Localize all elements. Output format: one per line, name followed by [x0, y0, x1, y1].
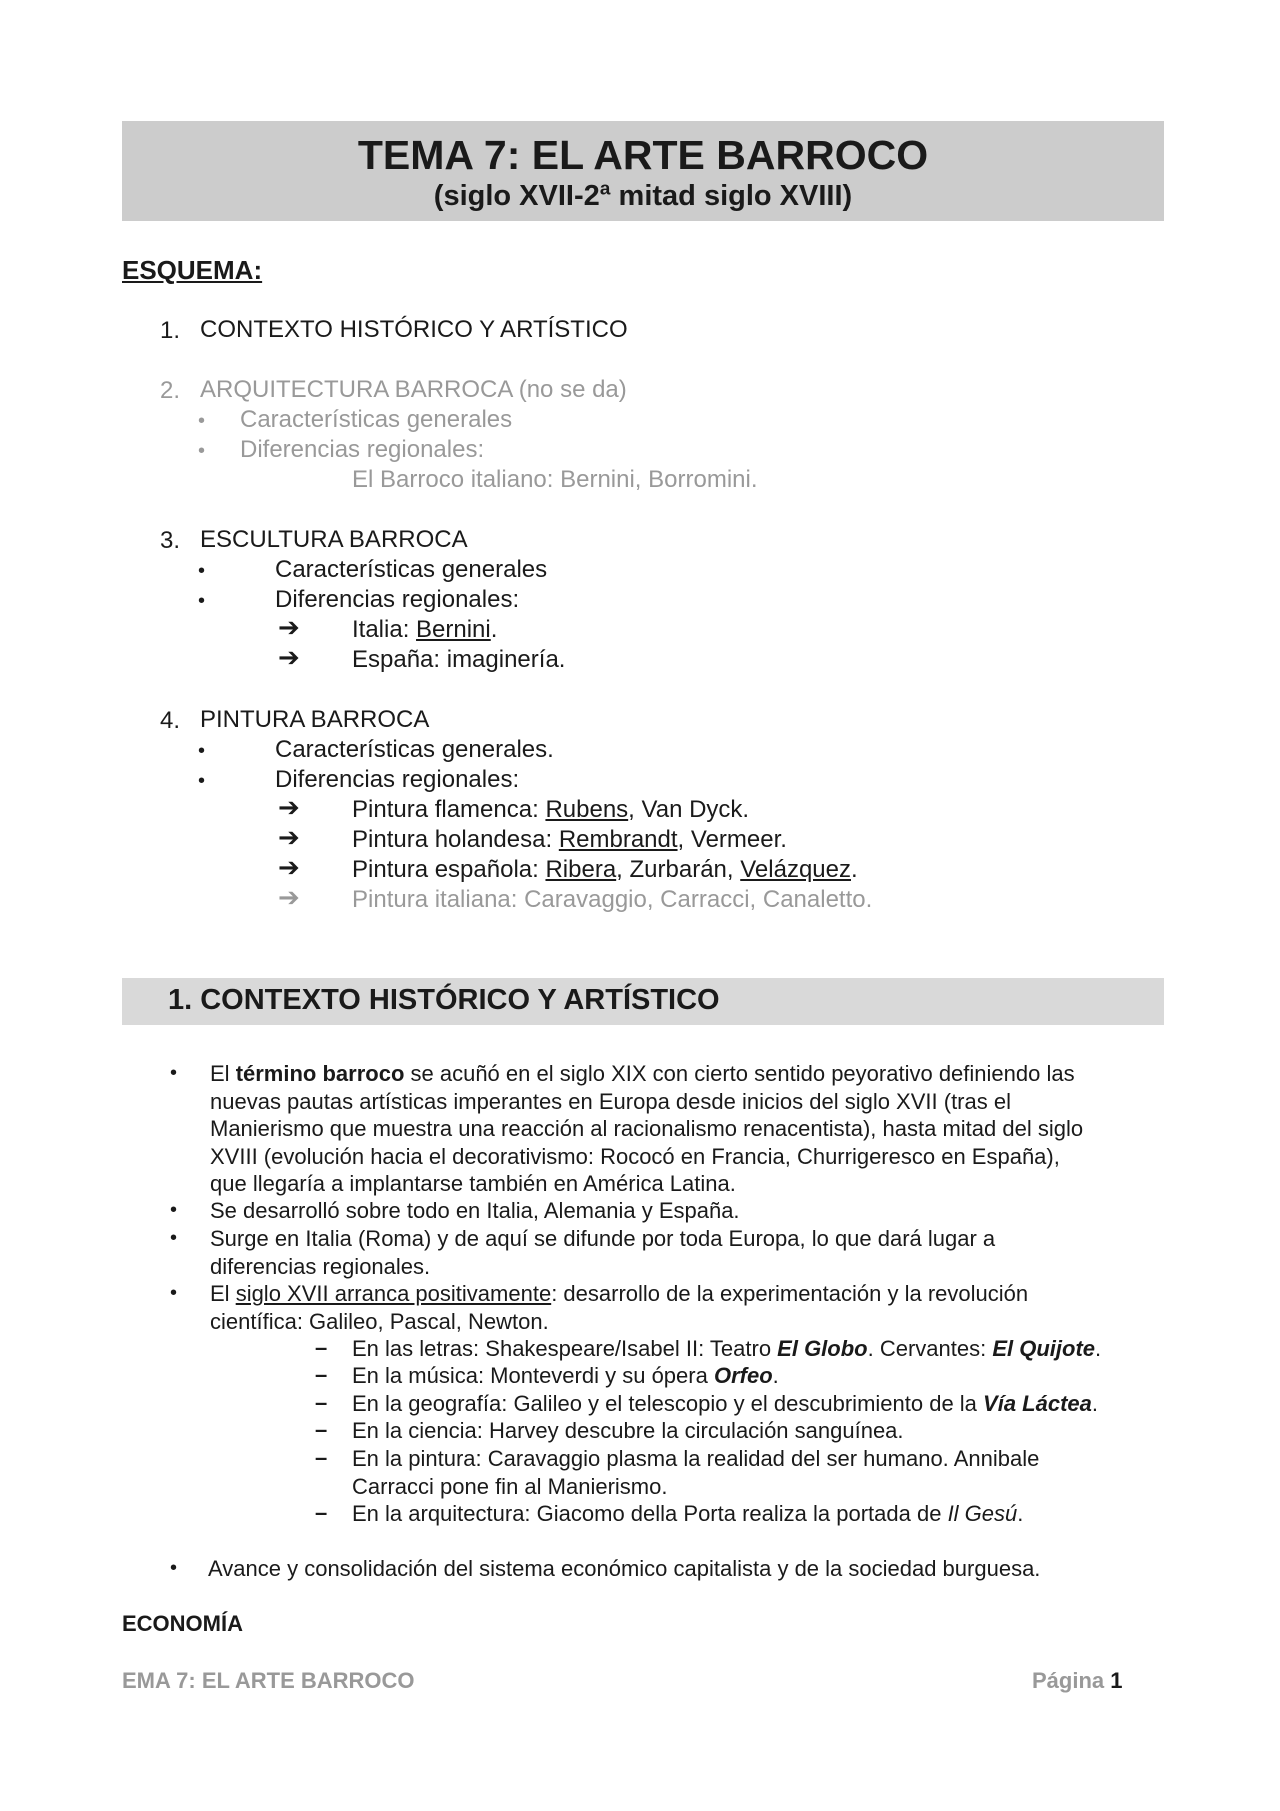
paragraph-line: Carracci pone fin al Manierismo.: [352, 1473, 668, 1499]
page-label: Página: [1032, 1668, 1105, 1693]
bold-term: término barroco: [235, 1061, 405, 1086]
dash-item-pintura: [352, 1445, 1039, 1500]
paragraph-line: científica: Galileo, Pascal, Newton.: [210, 1308, 549, 1334]
bold-italic-term: El Globo: [777, 1336, 868, 1361]
text-span: , Zurbarán,: [616, 856, 741, 883]
paragraph-line: diferencias regionales.: [210, 1253, 431, 1279]
outline-subitem: Diferencias regionales:: [275, 766, 520, 793]
outline-subitem: Características generales: [240, 406, 513, 433]
outline-subitem: Diferencias regionales:: [275, 586, 520, 613]
bold-italic-term: Vía Láctea: [983, 1391, 1092, 1416]
bullet-icon: •: [170, 1199, 178, 1221]
esquema-heading: ESQUEMA:: [122, 255, 263, 285]
outline-subsubitem: [352, 825, 787, 855]
dash-icon: –: [315, 1335, 328, 1360]
text-span: .: [1095, 1336, 1102, 1361]
bullet-icon: •: [170, 1557, 178, 1579]
paragraph-surge-italia: [210, 1225, 995, 1280]
dash-icon: –: [315, 1390, 328, 1415]
paragraph-line: Se desarrolló sobre todo en Italia, Alemania y España.: [210, 1198, 740, 1223]
dash-item-letras: [352, 1335, 1101, 1363]
outline-subsubitem: España: imaginería.: [352, 646, 566, 673]
paragraph-line: que llegaría a implantarse también en América Latina.: [210, 1171, 736, 1196]
outline-item-arquitectura: ARQUITECTURA BARROCA (no se da): [200, 376, 627, 403]
text-span: se acuñó en el siglo XIX con cierto sentido peyorativo definiendo las: [404, 1061, 1075, 1086]
text-span: Pintura holandesa:: [352, 826, 559, 853]
paragraph-line: Manierismo que muestra una reacción al racionalismo renacentista), hasta mitad del siglo: [210, 1116, 1084, 1141]
paragraph-line: nuevas pautas artísticas imperantes en Europa desde inicios del siglo XVII (tras el: [210, 1088, 1011, 1114]
text-span: .: [490, 616, 498, 643]
section-title: 1. CONTEXTO HISTÓRICO Y ARTÍSTICO: [168, 984, 720, 1016]
bullet-icon: •: [198, 410, 206, 432]
paragraph-line: [210, 1060, 1170, 1088]
text-span: Pintura española:: [352, 856, 546, 883]
arrow-right-icon: ➔: [278, 612, 300, 642]
text-span: : desarrollo de la experimentación y la revolución: [551, 1281, 1029, 1306]
bullet-icon: •: [170, 1062, 178, 1084]
dash-item-arquitectura: [352, 1500, 1023, 1528]
paragraph-line: Avance y consolidación del sistema económico capitalista y de la sociedad burguesa.: [208, 1556, 1041, 1581]
outline-subsubitem: [352, 615, 497, 645]
outline-item-pintura: PINTURA BARROCA: [200, 706, 430, 733]
paragraph-termino-barroco: [210, 1060, 1170, 1198]
outline-number: 4.: [160, 707, 181, 734]
text-span: En la música: Monteverdi y su ópera: [352, 1363, 714, 1388]
outline-subitem: Diferencias regionales:: [240, 436, 485, 463]
underlined-term: Velázquez: [740, 856, 851, 883]
outline-subsubitem: [352, 855, 858, 885]
arrow-right-icon: ➔: [278, 822, 300, 852]
footer-page: [1032, 1668, 1123, 1694]
outline-number: 2.: [160, 377, 181, 404]
dash-icon: –: [315, 1445, 328, 1470]
text-span: En las letras: Shakespeare/Isabel II: Teatro: [352, 1336, 778, 1361]
dash-item-geografia: [352, 1390, 1098, 1418]
outline-subsubitem: [352, 795, 749, 825]
document-title-box: [122, 121, 1164, 221]
bullet-icon: •: [198, 590, 206, 612]
paragraph-line: En la pintura: Caravaggio plasma la realidad del ser humano. Annibale: [352, 1446, 1040, 1471]
outline-number: 3.: [160, 527, 181, 554]
italic-term: Il Gesú: [947, 1501, 1018, 1526]
underlined-term: siglo XVII arranca positivamente: [235, 1281, 552, 1306]
text-span: .: [1017, 1501, 1024, 1526]
text-span: Pintura flamenca:: [352, 796, 546, 823]
outline-subsubitem: El Barroco italiano: Bernini, Borromini.: [352, 466, 758, 493]
text-span: .: [851, 856, 858, 883]
underlined-term: Bernini: [416, 616, 491, 643]
arrow-right-icon: ➔: [278, 852, 300, 882]
text-span: .: [772, 1363, 779, 1388]
outline-item-contexto: CONTEXTO HISTÓRICO Y ARTÍSTICO: [200, 316, 628, 343]
arrow-right-icon: ➔: [278, 792, 300, 822]
text-span: En la geografía: Galileo y el telescopio y el descubrimiento de la: [352, 1391, 984, 1416]
footer-title: EMA 7: EL ARTE BARROCO: [122, 1668, 415, 1693]
dash-icon: –: [315, 1500, 328, 1525]
outline-subitem: Características generales: [275, 556, 548, 583]
paragraph-siglo-xvii: [210, 1280, 1028, 1335]
text-span: En la arquitectura: Giacomo della Porta realiza la portada de: [352, 1501, 948, 1526]
document-subtitle: (siglo XVII-2ª mitad siglo XVIII): [433, 180, 853, 212]
bullet-icon: •: [170, 1227, 178, 1249]
bold-italic-term: Orfeo: [713, 1363, 773, 1388]
arrow-right-icon: ➔: [278, 642, 300, 672]
arrow-right-icon: ➔: [278, 882, 300, 912]
paragraph-line: [210, 1280, 1028, 1308]
bullet-icon: •: [198, 740, 206, 762]
text-span: El: [210, 1061, 236, 1086]
underlined-term: Rubens: [545, 796, 629, 823]
text-span: , Van Dyck.: [628, 796, 750, 823]
outline-number: 1.: [160, 317, 181, 344]
text-span: , Vermeer.: [677, 826, 787, 853]
page-number: 1: [1110, 1668, 1123, 1693]
bullet-icon: •: [198, 560, 206, 582]
dash-icon: –: [315, 1417, 328, 1442]
dash-item-musica: [352, 1362, 779, 1390]
bullet-icon: •: [198, 440, 206, 462]
underlined-term: Ribera: [545, 856, 617, 883]
outline-subsubitem: Pintura italiana: Caravaggio, Carracci, Canaletto.: [352, 886, 873, 913]
outline-item-escultura: ESCULTURA BARROCA: [200, 526, 468, 553]
paragraph-line: XVIII (evolución hacia el decorativismo: Rococó en Francia, Churrigeresco en España),: [210, 1143, 1060, 1169]
text-span: Italia:: [352, 616, 417, 643]
bold-italic-term: El Quijote: [992, 1336, 1096, 1361]
underlined-term: Rembrandt: [558, 826, 678, 853]
document-title: TEMA 7: EL ARTE BARROCO: [357, 132, 929, 178]
bullet-icon: •: [198, 770, 206, 792]
outline-subitem: Características generales.: [275, 736, 554, 763]
economia-heading: ECONOMÍA: [122, 1611, 243, 1636]
text-span: .: [1091, 1391, 1098, 1416]
paragraph-line: Surge en Italia (Roma) y de aquí se difunde por toda Europa, lo que dará lugar a: [210, 1226, 996, 1251]
dash-icon: –: [315, 1362, 328, 1387]
text-span: . Cervantes:: [867, 1336, 993, 1361]
text-span: El: [210, 1281, 236, 1306]
dash-item-ciencia: En la ciencia: Harvey descubre la circulación sanguínea.: [352, 1418, 904, 1443]
bullet-icon: •: [170, 1282, 178, 1304]
